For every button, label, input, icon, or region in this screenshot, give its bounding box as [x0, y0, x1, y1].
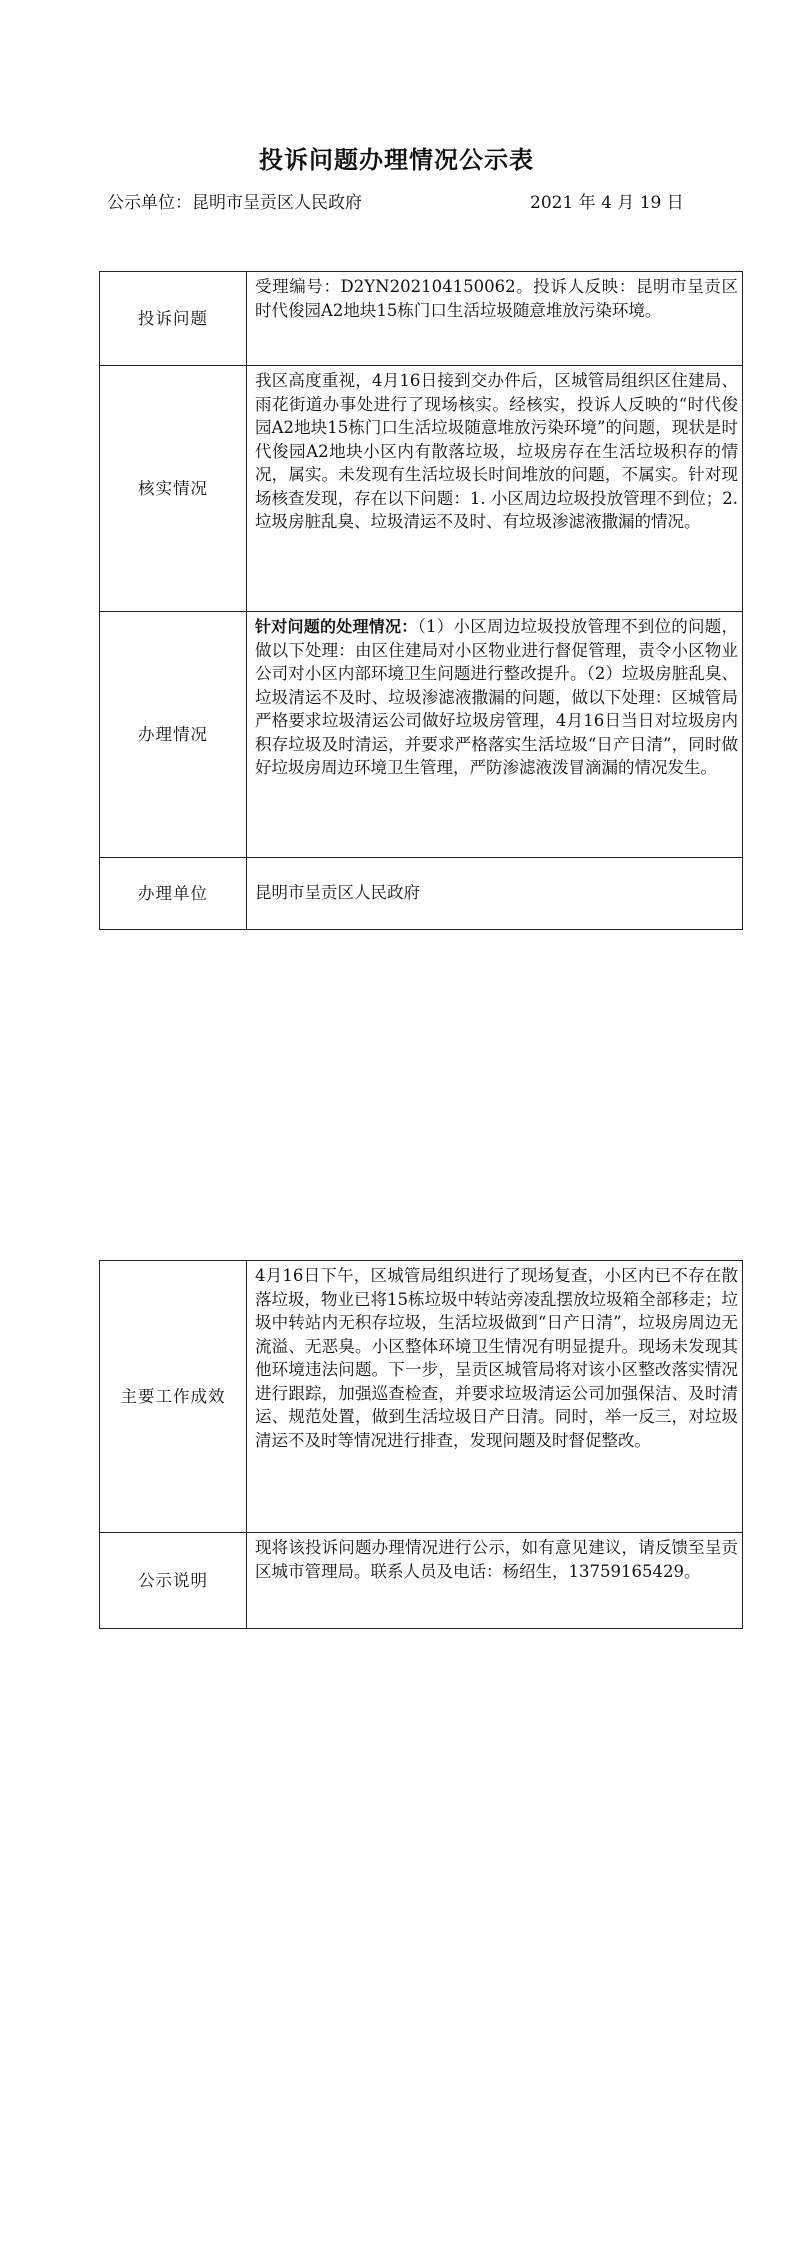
- complaint-text: 受理编号：D2YN202104150062。投诉人反映：昆明市呈贡区时代俊园A2地块15栋门口生活垃圾随意堆放污染环境。: [247, 272, 743, 366]
- publisher-line: 公示单位：昆明市呈贡区人民政府: [107, 193, 362, 213]
- results-label: 主要工作成效: [100, 1261, 247, 1533]
- verification-text: 我区高度重视，4月16日接到交办件后，区城管局组织区住建局、雨花街道办事处进行了现场核实。经核实，投诉人反映的“时代俊园A2地块15栋门口生活垃圾随意堆放污染环境”的问题，现状是时代俊园A2地块小区内有散落垃圾，垃圾房存在生活垃圾积存的情况，属实。未发现有生活垃圾长时间堆放的问题，不属实。针对现场核查发现，存在以下问题：1. 小区周边垃圾投放管理不到位；2. 垃圾房脏乱臭、垃圾清运不及时、有垃圾渗滤液撒漏的情况。: [247, 366, 743, 612]
- handling-cell: [247, 612, 743, 858]
- complaint-label: 投诉问题: [100, 272, 247, 366]
- handling-lead: 针对问题的处理情况：: [255, 617, 418, 636]
- unit-label: 办理单位: [100, 858, 247, 930]
- results-text: 4月16日下午，区城管局组织进行了现场复查，小区内已不存在散落垃圾，物业已将15栋垃圾中转站旁凌乱摆放垃圾箱全部移走；垃圾中转站内无积存垃圾，生活垃圾做到“日产日清”，垃圾房周边无流溢、无恶臭。小区整体环境卫生情况有明显提升。现场未发现其他环境违法问题。下一步，呈贡区城管局将对该小区整改落实情况进行跟踪，加强巡查检查，并要求垃圾清运公司加强保洁、及时清运、规范处置，做到生活垃圾日产日清。同时，举一反三，对垃圾清运不及时等情况进行排查，发现问题及时督促整改。: [247, 1261, 743, 1533]
- verification-label: 核实情况: [100, 366, 247, 612]
- handling-label: 办理情况: [100, 612, 247, 858]
- notice-label: 公示说明: [100, 1533, 247, 1629]
- notice-text: 现将该投诉问题办理情况进行公示，如有意见建议，请反馈至呈贡区城市管理局。联系人员及电话：杨绍生，13759165429。: [247, 1533, 743, 1629]
- results-row: [100, 1261, 743, 1533]
- handling-text: （1）小区周边垃圾投放管理不到位的问题，做以下处理：由区住建局对小区物业进行督促管理，责令小区物业公司对小区内部环境卫生问题进行整改提升。（2）垃圾房脏乱臭、垃圾清运不及时、垃圾渗滤液撒漏的问题，做以下处理：区城管局严格要求垃圾清运公司做好垃圾房管理，4月16日当日对垃圾房内积存垃圾及时清运，并要求严格落实生活垃圾“日产日清”，同时做好垃圾房周边环境卫生管理，严防渗滤液泼冒滴漏的情况发生。: [255, 617, 738, 777]
- disclosure-table-part-2: [99, 1260, 743, 1629]
- disclosure-table-part-1: [99, 271, 743, 930]
- unit-row: [100, 858, 743, 930]
- handling-row: [100, 612, 743, 858]
- notice-row: [100, 1533, 743, 1629]
- unit-text: 昆明市呈贡区人民政府: [247, 858, 743, 930]
- publish-date: 2021 年 4 月 19 日: [530, 193, 684, 213]
- verification-row: [100, 366, 743, 612]
- page-title: 投诉问题办理情况公示表: [259, 146, 534, 174]
- complaint-row: [100, 272, 743, 366]
